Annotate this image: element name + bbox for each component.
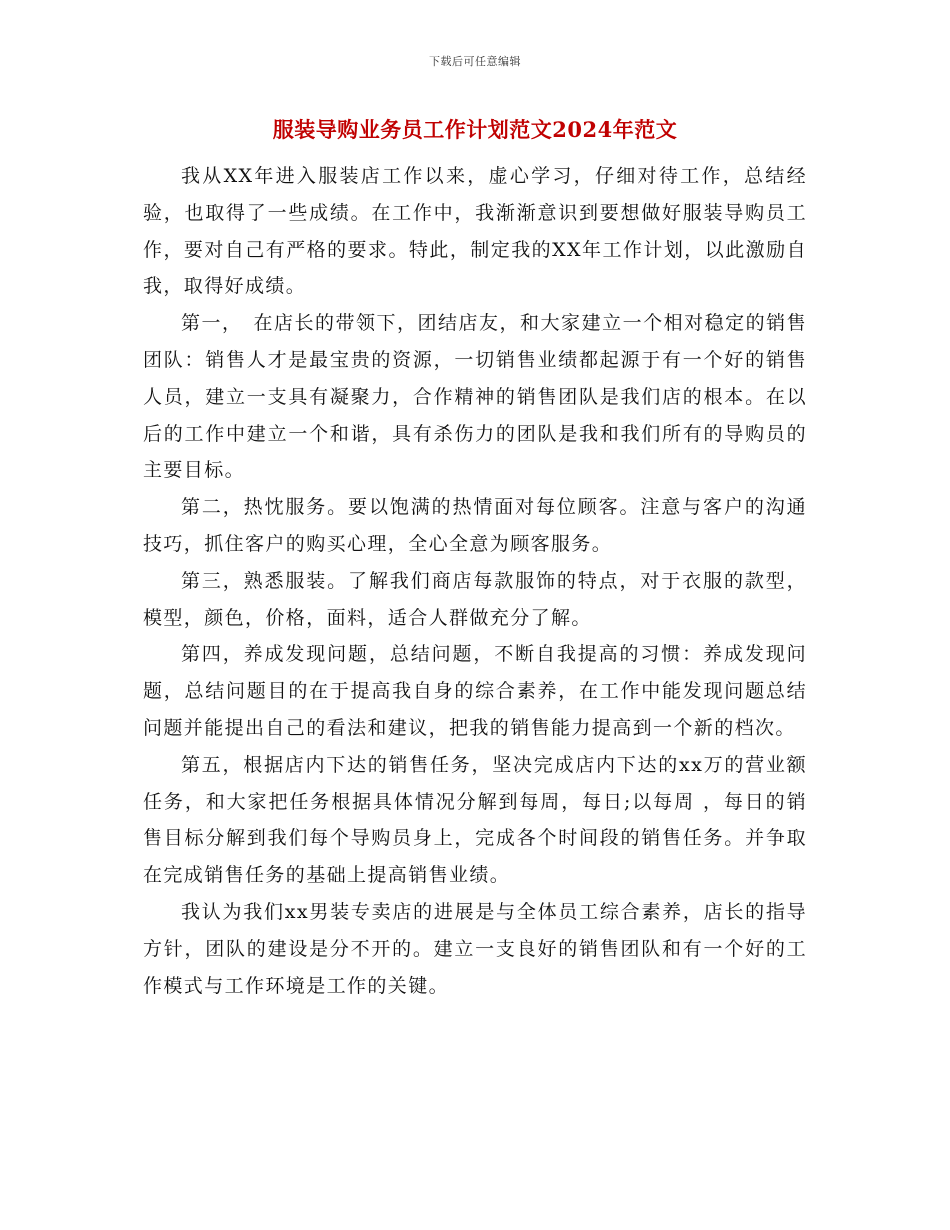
paragraph-third: 第三，熟悉服装。了解我们商店每款服饰的特点，对于衣服的款型，模型，颜色，价格，面料，适合人群做充分了解。 <box>143 569 807 629</box>
paragraph-first: 第一， 在店长的带领下，团结店友，和大家建立一个相对稳定的销售团队：销售人才是最宝贵的资源，一切销售业绩都起源于有一个好的销售人员，建立一支具有凝聚力，合作精神的销售团队是我们店的根本。在以后的工作中建立一个和谐，具有杀伤力的团队是我和我们所有的导购员的主要目标。 <box>143 312 807 482</box>
document-title: 服装导购业务员工作计划范文2024年范文 <box>272 117 678 142</box>
paragraph-fifth: 第五，根据店内下达的销售任务，坚决完成店内下达的xx万的营业额任务，和大家把任务根据具体情况分解到每周，每日;以每周 ，每日的销售目标分解到我们每个导购员身上，完成各个时间段的销售任务。并争取在完成销售任务的基础上提高销售业绩。 <box>143 753 807 887</box>
paragraph-intro: 我从XX年进入服装店工作以来，虚心学习，仔细对待工作，总结经验，也取得了一些成绩。在工作中，我渐渐意识到要想做好服装导购员工作，要对自己有严格的要求。特此，制定我的XX年工作计划，以此激励自我，取得好成绩。 <box>143 165 807 298</box>
document-body <box>143 158 807 1004</box>
paragraph-conclusion: 我认为我们xx男装专卖店的进展是与全体员工综合素养，店长的指导方针，团队的建设是分不开的。建立一支良好的销售团队和有一个好的工作模式与工作环境是工作的关键。 <box>143 900 807 997</box>
header-note: 下载后可任意编辑 <box>429 55 521 68</box>
paragraph-second: 第二，热忱服务。要以饱满的热情面对每位顾客。注意与客户的沟通技巧，抓住客户的购买心理，全心全意为顾客服务。 <box>143 496 807 555</box>
paragraph-fourth: 第四，养成发现问题，总结问题，不断自我提高的习惯：养成发现问题，总结问题目的在于提高我自身的综合素养，在工作中能发现问题总结问题并能提出自己的看法和建议，把我的销售能力提高到一个新的档次。 <box>143 643 807 739</box>
